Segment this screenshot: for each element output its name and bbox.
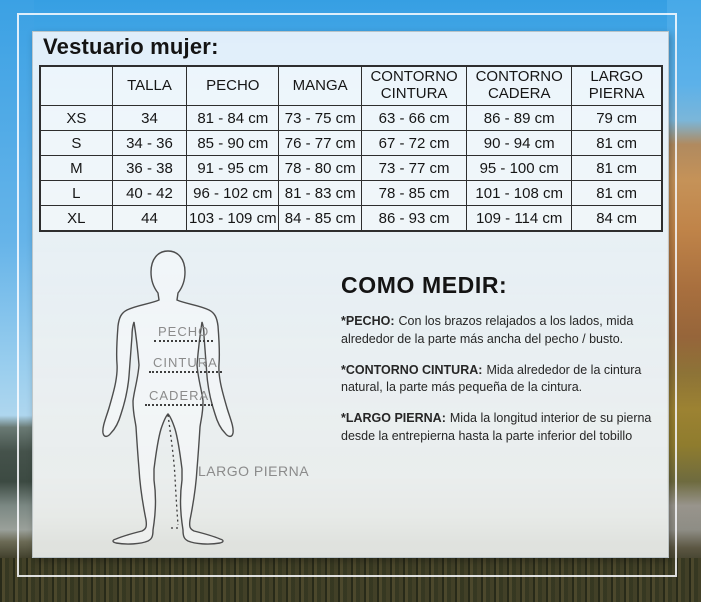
size-guide-panel <box>32 31 669 558</box>
table-row-xs <box>40 106 662 131</box>
cell-size: M <box>40 156 112 181</box>
cell-cadera: 109 - 114 cm <box>467 206 572 232</box>
cell-manga: 76 - 77 cm <box>279 131 362 156</box>
table-row-xl <box>40 206 662 232</box>
measure-instruction-largo-pierna <box>341 410 653 446</box>
cell-talla: 40 - 42 <box>112 181 187 206</box>
cell-cadera: 86 - 89 cm <box>467 106 572 131</box>
column-header-talla: TALLA <box>112 66 187 106</box>
diagram-label-pecho: PECHO <box>154 324 213 342</box>
column-header-empty <box>40 66 112 106</box>
column-header-contorno-cadera: CONTORNO CADERA <box>467 66 572 106</box>
cell-talla: 36 - 38 <box>112 156 187 181</box>
instruction-lead: *LARGO PIERNA: <box>341 411 446 425</box>
cell-size: XL <box>40 206 112 232</box>
cell-cintura: 73 - 77 cm <box>362 156 467 181</box>
cell-talla: 34 <box>112 106 187 131</box>
cell-cadera: 90 - 94 cm <box>467 131 572 156</box>
measure-instruction-pecho <box>341 313 653 349</box>
cell-pecho: 103 - 109 cm <box>187 206 279 232</box>
size-chart-table <box>39 65 663 232</box>
instruction-text: Mida la longitud interior de su pierna desde la entrepierna hasta la parte inferior del tobillo <box>341 411 652 443</box>
cell-cintura: 63 - 66 cm <box>362 106 467 131</box>
page-title: Vestuario mujer: <box>43 34 219 59</box>
table-row-s <box>40 131 662 156</box>
cell-talla: 34 - 36 <box>112 131 187 156</box>
instruction-lead: *CONTORNO CINTURA: <box>341 362 483 377</box>
cell-size: L <box>40 181 112 206</box>
column-header-pecho: PECHO <box>187 66 279 106</box>
cell-manga: 81 - 83 cm <box>279 181 362 206</box>
cell-cadera: 95 - 100 cm <box>467 156 572 181</box>
cell-pecho: 81 - 84 cm <box>187 106 279 131</box>
cell-pierna: 79 cm <box>572 106 662 131</box>
cell-manga: 78 - 80 cm <box>279 156 362 181</box>
table-header-row <box>40 66 662 106</box>
cell-cintura: 67 - 72 cm <box>362 131 467 156</box>
cell-size: S <box>40 131 112 156</box>
photo-grass-foreground <box>0 558 701 602</box>
photo-right-mountain <box>667 0 701 602</box>
how-to-measure-heading: COMO MEDIR: <box>341 272 508 298</box>
column-header-contorno-cintura: CONTORNO CINTURA <box>362 66 467 106</box>
cell-pierna: 81 cm <box>572 181 662 206</box>
cell-cintura: 78 - 85 cm <box>362 181 467 206</box>
cell-pecho: 96 - 102 cm <box>187 181 279 206</box>
cell-pierna: 81 cm <box>572 156 662 181</box>
measure-instruction-contorno-cintura <box>341 362 653 398</box>
cell-talla: 44 <box>112 206 187 232</box>
cell-pierna: 81 cm <box>572 131 662 156</box>
column-header-largo-pierna: LARGO PIERNA <box>572 66 662 106</box>
photo-left-mountains <box>0 0 34 602</box>
cell-pecho: 85 - 90 cm <box>187 131 279 156</box>
instruction-text: Con los brazos relajados a los lados, mida alrededor de la parte más ancha del pecho / busto. <box>341 314 634 346</box>
diagram-label-cintura: CINTURA <box>149 355 222 373</box>
table-row-l <box>40 181 662 206</box>
diagram-label-cadera: CADERA <box>145 388 213 406</box>
diagram-label-largo-pierna: LARGO PIERNA <box>198 463 310 479</box>
cell-size: XS <box>40 106 112 131</box>
instruction-text: Mida alrededor de la cintura natural, la parte más pequeña de la cintura. <box>341 362 642 395</box>
cell-pierna: 84 cm <box>572 206 662 232</box>
cell-manga: 84 - 85 cm <box>279 206 362 232</box>
how-to-measure-section <box>341 272 671 459</box>
cell-manga: 73 - 75 cm <box>279 106 362 131</box>
cell-cadera: 101 - 108 cm <box>467 181 572 206</box>
table-row-m <box>40 156 662 181</box>
cell-cintura: 86 - 93 cm <box>362 206 467 232</box>
cell-pecho: 91 - 95 cm <box>187 156 279 181</box>
instruction-lead: *PECHO: <box>341 314 395 328</box>
column-header-manga: MANGA <box>279 66 362 106</box>
